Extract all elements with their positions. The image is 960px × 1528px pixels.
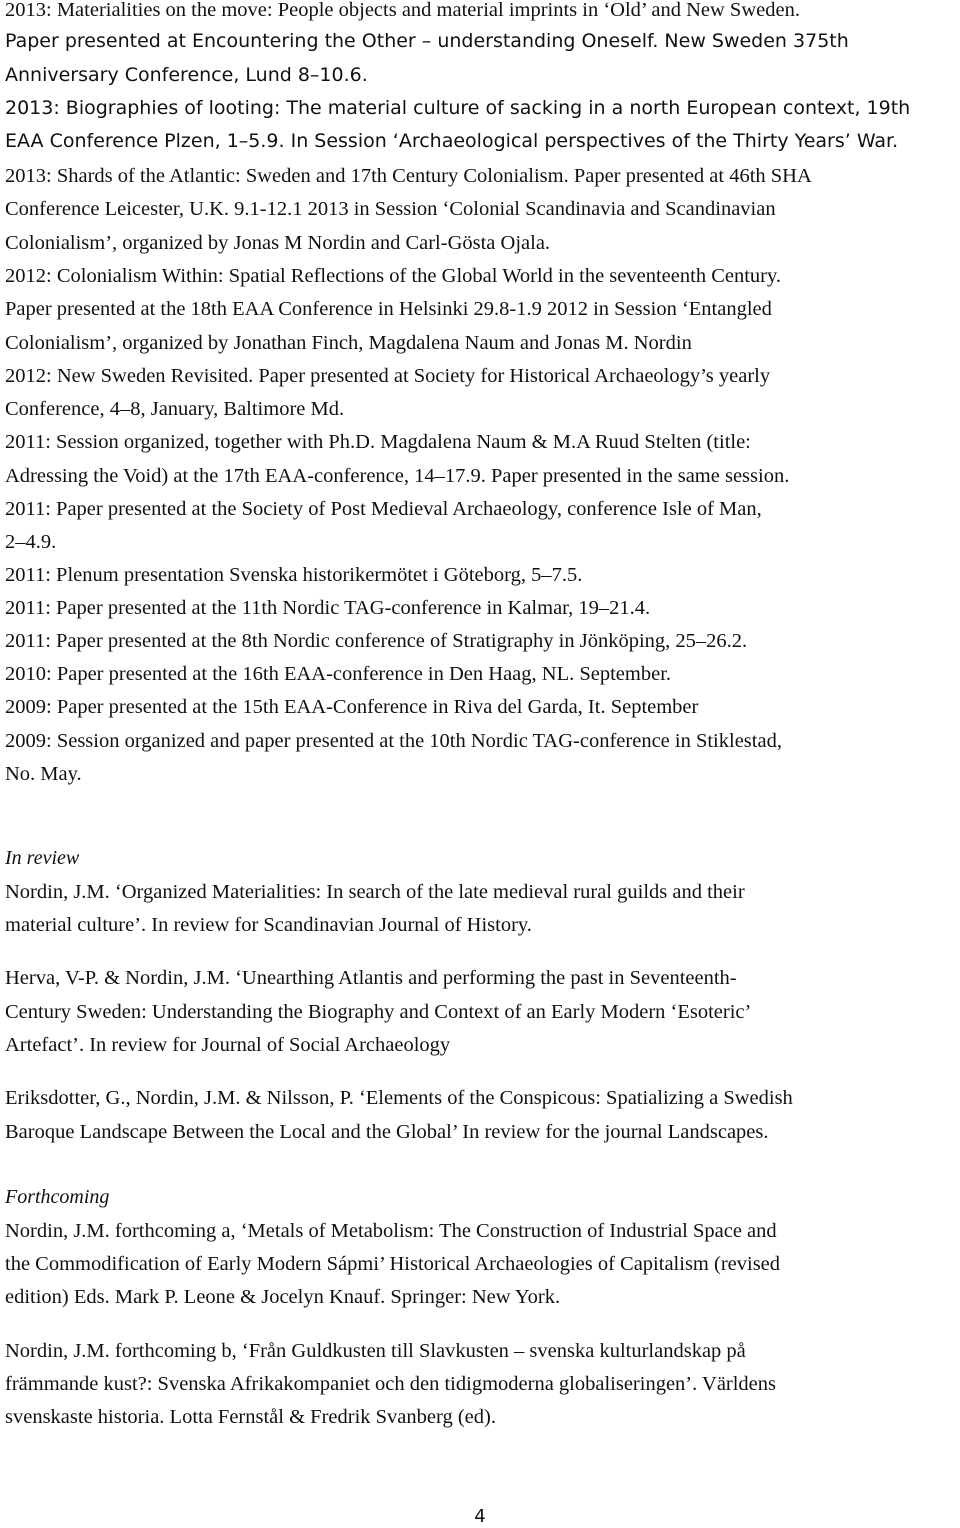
conference-line: EAA Conference Plzen, 1–5.9. In Session ‘Archaeological perspectives of the Thirty Years’ War. (5, 130, 899, 152)
conference-line: 2011: Session organized, together with Ph.D. Magdalena Naum & M.A Ruud Stelten (title: (5, 431, 751, 453)
conference-line: 2012: Colonialism Within: Spatial Reflections of the Global World in the seventeenth Century. (5, 265, 782, 287)
conference-line: 2009: Session organized and paper presented at the 10th Nordic TAG-conference in Stiklestad, (5, 730, 782, 752)
conference-line: 2010: Paper presented at the 16th EAA-conference in Den Haag, NL. September. (5, 663, 672, 685)
conference-line: 2013: Biographies of looting: The material culture of sacking in a north European context, 19th (5, 97, 911, 119)
conference-line: Conference Leicester, U.K. 9.1-12.1 2013 in Session ‘Colonial Scandinavia and Scandinavian (5, 198, 776, 220)
conference-line: 2011: Plenum presentation Svenska historikermötet i Göteborg, 5–7.5. (5, 564, 583, 586)
forthcoming-line: the Commodification of Early Modern Sápmi’ Historical Archaeologies of Capitalism (revised (5, 1253, 781, 1275)
forthcoming-line: edition) Eds. Mark P. Leone & Jocelyn Knauf. Springer: New York. (5, 1286, 561, 1308)
in-review-line: Eriksdotter, G., Nordin, J.M. & Nilsson, P. ‘Elements of the Conspicous: Spatializing a Swedish (5, 1087, 793, 1109)
conference-line: Colonialism’, organized by Jonas M Nordin and Carl-Gösta Ojala. (5, 232, 551, 254)
in-review-line: Baroque Landscape Between the Local and the Global’ In review for the journal Landscapes. (5, 1121, 769, 1143)
conference-line: Adressing the Void) at the 17th EAA-conference, 14–17.9. Paper presented in the same session. (5, 465, 790, 487)
conference-line: 2012: New Sweden Revisited. Paper presented at Society for Historical Archaeology’s yearly (5, 365, 771, 387)
in-review-line: Century Sweden: Understanding the Biography and Context of an Early Modern ‘Esoteric’ (5, 1001, 752, 1023)
in-review-line: material culture’. In review for Scandinavian Journal of History. (5, 914, 532, 936)
conference-line: 2011: Paper presented at the Society of Post Medieval Archaeology, conference Isle of Man, (5, 498, 762, 520)
conference-line: Paper presented at Encountering the Other – understanding Oneself. New Sweden 375th (5, 30, 849, 52)
conference-line: Colonialism’, organized by Jonathan Finch, Magdalena Naum and Jonas M. Nordin (5, 332, 692, 354)
in-review-heading: In review (5, 847, 80, 869)
conference-line: Paper presented at the 18th EAA Conference in Helsinki 29.8-1.9 2012 in Session ‘Entangled (5, 298, 772, 320)
conference-line: 2011: Paper presented at the 11th Nordic TAG-conference in Kalmar, 19–21.4. (5, 597, 651, 619)
conference-line: 2013: Materialities on the move: People objects and material imprints in ‘Old’ and New Sweden. (5, 0, 800, 21)
conference-line: 2011: Paper presented at the 8th Nordic conference of Stratigraphy in Jönköping, 25–26.2. (5, 630, 748, 652)
forthcoming-line: Nordin, J.M. forthcoming b, ‘Från Guldkusten till Slavkusten – svenska kulturlandskap på (5, 1340, 746, 1362)
forthcoming-line: svenskaste historia. Lotta Fernstål & Fredrik Svanberg (ed). (5, 1406, 496, 1428)
conference-line: No. May. (5, 763, 82, 785)
conference-line: Anniversary Conference, Lund 8–10.6. (5, 64, 368, 86)
in-review-line: Nordin, J.M. ‘Organized Materialities: In search of the late medieval rural guilds and their (5, 881, 745, 903)
forthcoming-line: främmande kust?: Svenska Afrikakompaniet och den tidigmoderna globaliseringen’. Världens (5, 1373, 777, 1395)
in-review-line: Artefact’. In review for Journal of Social Archaeology (5, 1034, 451, 1056)
conference-line: Conference, 4–8, January, Baltimore Md. (5, 398, 345, 420)
forthcoming-heading: Forthcoming (5, 1186, 110, 1208)
conference-line: 2–4.9. (5, 531, 57, 553)
page-number: 4 (474, 1506, 486, 1527)
conference-line: 2013: Shards of the Atlantic: Sweden and 17th Century Colonialism. Paper presented at 46th SHA (5, 165, 812, 187)
in-review-line: Herva, V-P. & Nordin, J.M. ‘Unearthing Atlantis and performing the past in Seventeenth- (5, 967, 737, 989)
forthcoming-line: Nordin, J.M. forthcoming a, ‘Metals of Metabolism: The Construction of Industrial Space and (5, 1220, 777, 1242)
conference-line: 2009: Paper presented at the 15th EAA-Conference in Riva del Garda, It. September (5, 696, 699, 718)
